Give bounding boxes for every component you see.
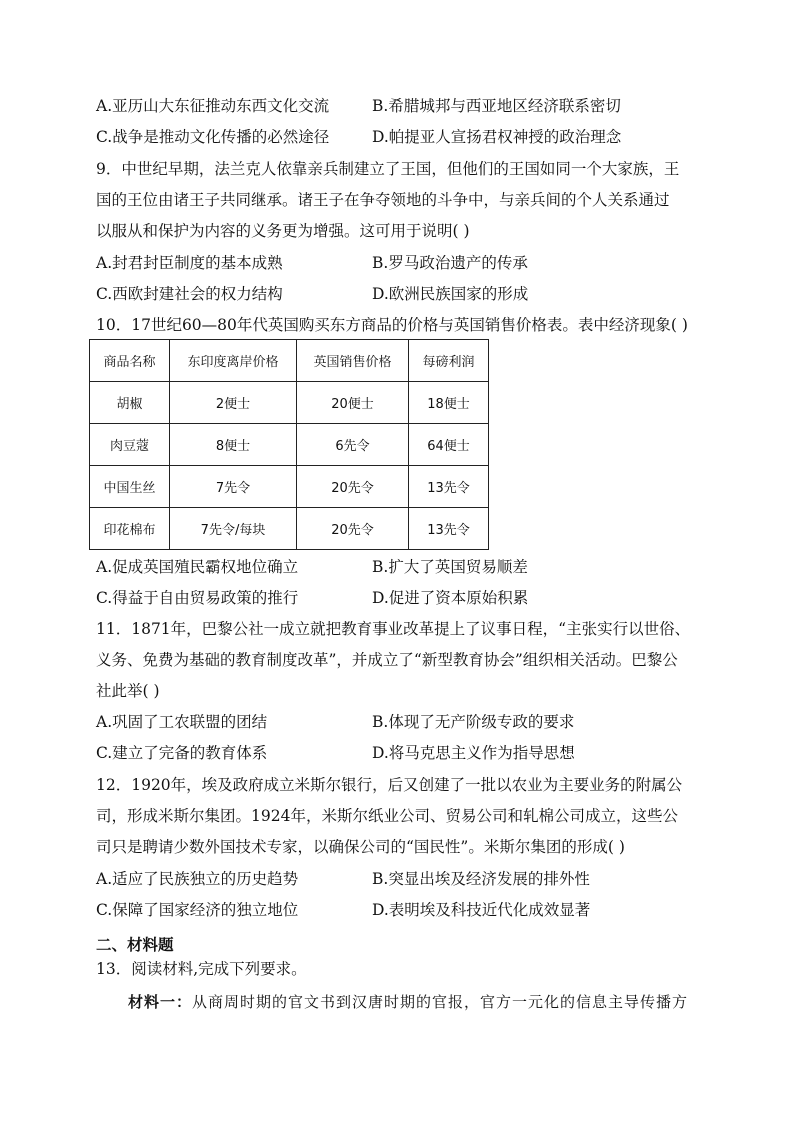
- q11-stem-line-2: 义务、免费为基础的教育制度改革”，并成立了“新型教育协会”组织相关活动。巴黎公: [96, 651, 678, 669]
- material-text: 从商周时期的官文书到汉唐时期的官报，官方一元化的信息主导传播方: [192, 993, 689, 1011]
- table-cell: 7先令/每块: [170, 508, 297, 550]
- q12-stem-line-2: 司，形成米斯尔集团。1924年，米斯尔纸业公司、贸易公司和轧棉公司成立，这些公: [96, 807, 678, 825]
- q12-stem-line-3: 司只是聘请少数外国技术专家，以确保公司的“国民性”。米斯尔集团的形成( ): [96, 838, 625, 856]
- table-cell: 2便士: [170, 382, 297, 424]
- q12-option-b: B.突显出埃及经济发展的排外性: [372, 870, 590, 888]
- price-table: [89, 339, 489, 550]
- table-row: [90, 424, 489, 466]
- q10-option-a: A.促成英国殖民霸权地位确立: [96, 558, 299, 576]
- q9-option-d: D.欧洲民族国家的形成: [372, 285, 529, 303]
- table-cell: 64便士: [409, 424, 489, 466]
- q9-stem-line-1: 9．中世纪早期，法兰克人依靠亲兵制建立了王国，但他们的王国如同一个大家族，王: [96, 160, 680, 178]
- table-header-cell: 每磅利润: [409, 340, 489, 382]
- table-cell: 胡椒: [90, 382, 170, 424]
- table-header-cell: 英国销售价格: [297, 340, 409, 382]
- table-cell: 20便士: [297, 382, 409, 424]
- table-header-row: [90, 340, 489, 382]
- q8-option-a: A.亚历山大东征推动东西文化交流: [96, 97, 330, 115]
- section-title: 二、材料题: [96, 936, 174, 954]
- q9-stem-line-2: 国的王位由诸王子共同继承。诸王子在争夺领地的斗争中，与亲兵间的个人关系通过: [96, 191, 670, 209]
- table-cell: 印花棉布: [90, 508, 170, 550]
- q9-option-c: C.西欧封建社会的权力结构: [96, 285, 283, 303]
- table-cell: 8便士: [170, 424, 297, 466]
- table-cell: 13先令: [409, 466, 489, 508]
- q12-option-a: A.适应了民族独立的历史趋势: [96, 870, 299, 888]
- table-cell: 7先令: [170, 466, 297, 508]
- q11-stem-line-1: 11．1871年，巴黎公社一成立就把教育事业改革提上了议事日程，“主张实行以世俗、: [96, 620, 691, 638]
- q12-stem-line-1: 12．1920年，埃及政府成立米斯尔银行，后又创建了一批以农业为主要业务的附属公: [96, 776, 683, 794]
- table-cell: 13先令: [409, 508, 489, 550]
- material-label: 材料一：: [128, 993, 193, 1011]
- q10-option-c: C.得益于自由贸易政策的推行: [96, 589, 299, 607]
- q11-option-c: C.建立了完备的教育体系: [96, 744, 268, 762]
- table-row: [90, 466, 489, 508]
- q12-option-d: D.表明埃及科技近代化成效显著: [372, 901, 591, 919]
- table-header-cell: 东印度离岸价格: [170, 340, 297, 382]
- table-cell: 20先令: [297, 466, 409, 508]
- table-row: [90, 382, 489, 424]
- table-cell: 18便士: [409, 382, 489, 424]
- q13-stem: 13．阅读材料,完成下列要求。: [96, 960, 307, 978]
- q9-stem-line-3: 以服从和保护为内容的义务更为增强。这可用于说明( ): [96, 222, 470, 240]
- q8-option-d: D.帕提亚人宣扬君权神授的政治理念: [372, 128, 622, 146]
- q11-option-d: D.将马克思主义作为指导思想: [372, 744, 575, 762]
- table-cell: 6先令: [297, 424, 409, 466]
- q9-option-a: A.封君封臣制度的基本成熟: [96, 254, 283, 272]
- q10-stem: 10．17世纪60—80年代英国购买东方商品的价格与英国销售价格表。表中经济现象( ): [96, 316, 688, 334]
- q11-option-a: A.巩固了工农联盟的团结: [96, 713, 268, 731]
- q10-option-b: B.扩大了英国贸易顺差: [372, 558, 528, 576]
- q8-option-b: B.希腊城邦与西亚地区经济联系密切: [372, 97, 621, 115]
- table-cell: 肉豆蔻: [90, 424, 170, 466]
- material-one: [128, 992, 688, 1012]
- q8-option-c: C.战争是推动文化传播的必然途径: [96, 128, 330, 146]
- table-cell: 中国生丝: [90, 466, 170, 508]
- q12-option-c: C.保障了国家经济的独立地位: [96, 901, 299, 919]
- table-header-cell: 商品名称: [90, 340, 170, 382]
- q9-option-b: B.罗马政治遗产的传承: [372, 254, 528, 272]
- q11-option-b: B.体现了无产阶级专政的要求: [372, 713, 575, 731]
- table-cell: 20先令: [297, 508, 409, 550]
- q10-option-d: D.促进了资本原始积累: [372, 589, 529, 607]
- table-row: [90, 508, 489, 550]
- q11-stem-line-3: 社此举( ): [96, 682, 160, 700]
